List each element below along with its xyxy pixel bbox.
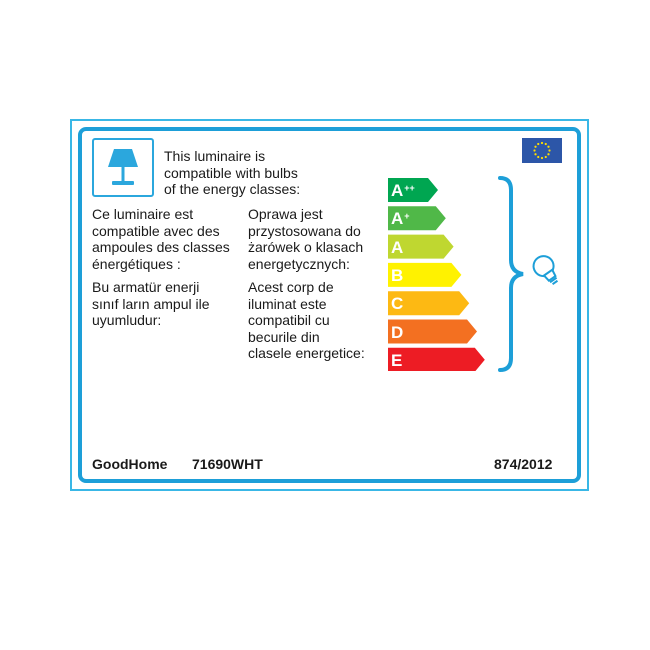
eu-star [548,149,550,151]
romanian-text: Acest corp de iluminat este compatibil cu becurile din clasele energetice: [248,279,365,361]
bracket-icon [497,176,527,372]
french-text: Ce luminaire est compatible avec des ampoules des classes énergétiques : [92,206,230,272]
eu-star [541,157,543,159]
energy-class-label: B [391,265,404,285]
energy-class-scale [388,177,498,371]
brand-name: GoodHome [92,456,168,472]
turkish-text: Bu armatür enerji sınıf ların ampul ile uyumludur: [92,279,210,328]
energy-class-label: A+ [391,209,410,229]
energy-class-label: C [391,294,404,314]
table-lamp-icon [92,138,154,197]
energy-class-arrow [388,348,485,371]
eu-flag-icon [522,138,562,163]
eu-star [534,146,536,148]
eu-star [541,142,543,144]
eu-star [533,149,535,151]
eu-star [545,143,547,145]
energy-class-label: D [391,322,404,342]
eu-star [547,146,549,148]
eu-star [537,143,539,145]
english-text: This luminaire is compatible with bulbs of the energy classes: [164,148,301,197]
energy-class-label: A++ [391,181,415,200]
model-number: 71690WHT [192,456,263,472]
energy-class-label: E [391,350,403,370]
eu-star [545,156,547,158]
eu-star [534,153,536,155]
regulation-number: 874/2012 [494,456,553,472]
polish-text: Oprawa jest przystosowana do żarówek o klasach energetycznych: [248,206,364,272]
eu-star [547,153,549,155]
light-bulb-icon [526,250,568,292]
energy-class-label: A [391,237,404,257]
eu-star [537,156,539,158]
